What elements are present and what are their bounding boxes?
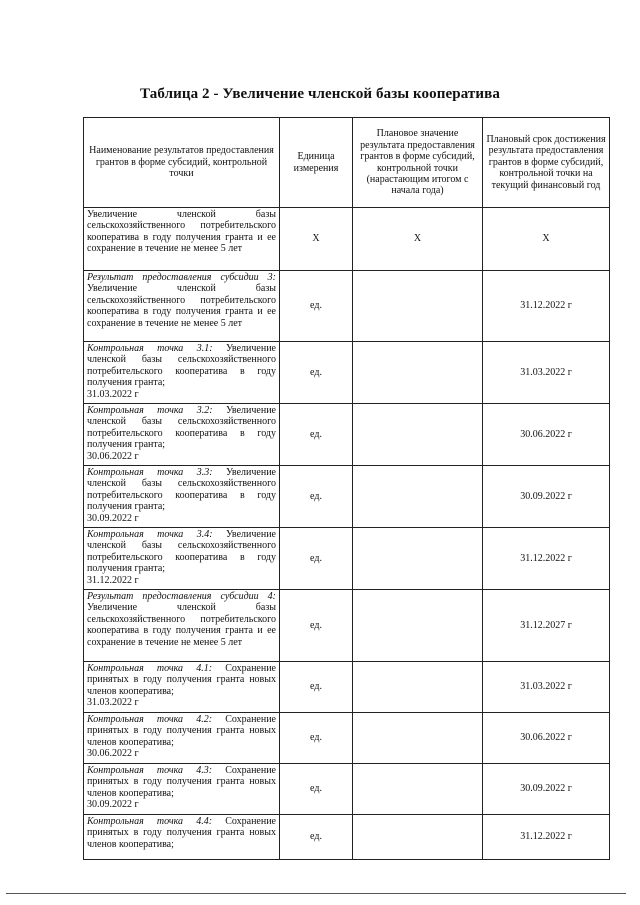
- result-name: Сохранение принятых в году получения гранта новых членов кооператива;: [87, 816, 276, 850]
- result-name: Увеличение членской базы сельскохозяйственного потребительского кооператива в году получения гранта и ее сохранение в течение не менее 5 лет: [87, 209, 276, 255]
- result-name-cell: [84, 815, 280, 860]
- result-prefix: Результат предоставления субсидии 3:: [87, 272, 276, 283]
- unit-cell: ед.: [280, 662, 353, 713]
- result-name: Увеличение членской базы сельскохозяйственного потребительского кооператива в году получения гранта;: [87, 405, 276, 451]
- result-name-cell: [84, 271, 280, 342]
- planned-value-cell: Х: [353, 208, 483, 271]
- result-name-cell: [84, 713, 280, 764]
- page-title: Таблица 2 - Увеличение членской базы кооператива: [140, 86, 500, 102]
- planned-value-cell: [353, 713, 483, 764]
- column-header-deadline: Плановый срок достижения результата предоставления грантов в форме субсидий, контрольной точки на текущий финансовый год: [483, 118, 610, 208]
- result-name-cell: [84, 208, 280, 271]
- deadline-cell: 31.12.2027 г: [483, 590, 610, 662]
- table-row: [84, 528, 610, 590]
- control-point-date: 30.09.2022 г: [87, 512, 139, 524]
- column-header-name: Наименование результатов предоставления грантов в форме субсидий, контрольной точки: [84, 118, 280, 208]
- deadline-cell: Х: [483, 208, 610, 271]
- column-header-unit: Единица измерения: [280, 118, 353, 208]
- result-name-cell: [84, 342, 280, 404]
- deadline-cell: 30.06.2022 г: [483, 404, 610, 466]
- deadline-cell: 31.12.2022 г: [483, 815, 610, 860]
- result-prefix: Контрольная точка 4.3:: [87, 765, 213, 776]
- result-prefix: Контрольная точка 3.2:: [87, 405, 213, 416]
- planned-value-cell: [353, 528, 483, 590]
- table-row: [84, 342, 610, 404]
- result-name-cell: [84, 466, 280, 528]
- result-prefix: Контрольная точка 3.1:: [87, 343, 213, 354]
- result-prefix: Результат предоставления субсидии 4:: [87, 591, 276, 602]
- control-point-date: 30.09.2022 г: [87, 799, 139, 811]
- deadline-cell: 31.03.2022 г: [483, 342, 610, 404]
- unit-cell: ед.: [280, 404, 353, 466]
- planned-value-cell: [353, 342, 483, 404]
- result-name: Увеличение членской базы сельскохозяйственного потребительского кооператива в году получения гранта;: [87, 343, 276, 389]
- result-name: Увеличение членской базы сельскохозяйственного потребительского кооператива в году получения гранта;: [87, 529, 276, 575]
- result-name-cell: [84, 764, 280, 815]
- deadline-cell: 30.09.2022 г: [483, 764, 610, 815]
- table-row: [84, 404, 610, 466]
- column-header-planned-value: Плановое значение результата предоставления грантов в форме субсидий, контрольной точки (нарастающим итогом с начала года): [353, 118, 483, 208]
- table-row: [84, 815, 610, 860]
- unit-cell: ед.: [280, 342, 353, 404]
- unit-cell: ед.: [280, 528, 353, 590]
- unit-cell: ед.: [280, 466, 353, 528]
- table-row: [84, 713, 610, 764]
- unit-cell: ед.: [280, 713, 353, 764]
- planned-value-cell: [353, 815, 483, 860]
- control-point-date: 30.06.2022 г: [87, 450, 139, 462]
- table-row: [84, 662, 610, 713]
- unit-cell: ед.: [280, 815, 353, 860]
- unit-cell: ед.: [280, 764, 353, 815]
- result-prefix: Контрольная точка 4.1:: [87, 663, 213, 674]
- unit-cell: ед.: [280, 271, 353, 342]
- result-name: Увеличение членской базы сельскохозяйственного потребительского кооператива в году получения гранта;: [87, 467, 276, 513]
- table-row: [84, 590, 610, 662]
- result-name-cell: [84, 528, 280, 590]
- result-name-cell: [84, 404, 280, 466]
- results-table: [83, 117, 610, 860]
- control-point-date: 31.03.2022 г: [87, 697, 139, 709]
- deadline-cell: 31.12.2022 г: [483, 528, 610, 590]
- table-row: [84, 208, 610, 271]
- result-prefix: Контрольная точка 4.2:: [87, 714, 213, 725]
- planned-value-cell: [353, 764, 483, 815]
- result-prefix: Контрольная точка 4.4:: [87, 816, 213, 827]
- result-name: Сохранение принятых в году получения гранта новых членов кооператива;: [87, 714, 276, 748]
- control-point-date: 31.12.2022 г: [87, 574, 139, 586]
- planned-value-cell: [353, 404, 483, 466]
- result-name: Увеличение членской базы сельскохозяйственного потребительского кооператива в году получения гранта и ее сохранение в течение не менее 5 лет: [87, 283, 276, 329]
- deadline-cell: 31.03.2022 г: [483, 662, 610, 713]
- table-row: [84, 271, 610, 342]
- unit-cell: ед.: [280, 590, 353, 662]
- page-bottom-line: [6, 893, 626, 894]
- deadline-cell: 30.09.2022 г: [483, 466, 610, 528]
- result-name: Увеличение членской базы сельскохозяйственного потребительского кооператива в году получения гранта и ее сохранение в течение не менее 5 лет: [87, 602, 276, 648]
- result-name: Сохранение принятых в году получения гранта новых членов кооператива;: [87, 765, 276, 799]
- result-prefix: Контрольная точка 3.4:: [87, 529, 213, 540]
- result-name: Сохранение принятых в году получения гранта новых членов кооператива;: [87, 663, 276, 697]
- table-row: [84, 764, 610, 815]
- table-row: [84, 466, 610, 528]
- planned-value-cell: [353, 271, 483, 342]
- unit-cell: Х: [280, 208, 353, 271]
- result-name-cell: [84, 590, 280, 662]
- deadline-cell: 31.12.2022 г: [483, 271, 610, 342]
- planned-value-cell: [353, 466, 483, 528]
- result-prefix: Контрольная точка 3.3:: [87, 467, 213, 478]
- deadline-cell: 30.06.2022 г: [483, 713, 610, 764]
- control-point-date: 30.06.2022 г: [87, 748, 139, 760]
- result-name-cell: [84, 662, 280, 713]
- planned-value-cell: [353, 590, 483, 662]
- table-header-row: [84, 118, 610, 208]
- planned-value-cell: [353, 662, 483, 713]
- control-point-date: 31.03.2022 г: [87, 388, 139, 400]
